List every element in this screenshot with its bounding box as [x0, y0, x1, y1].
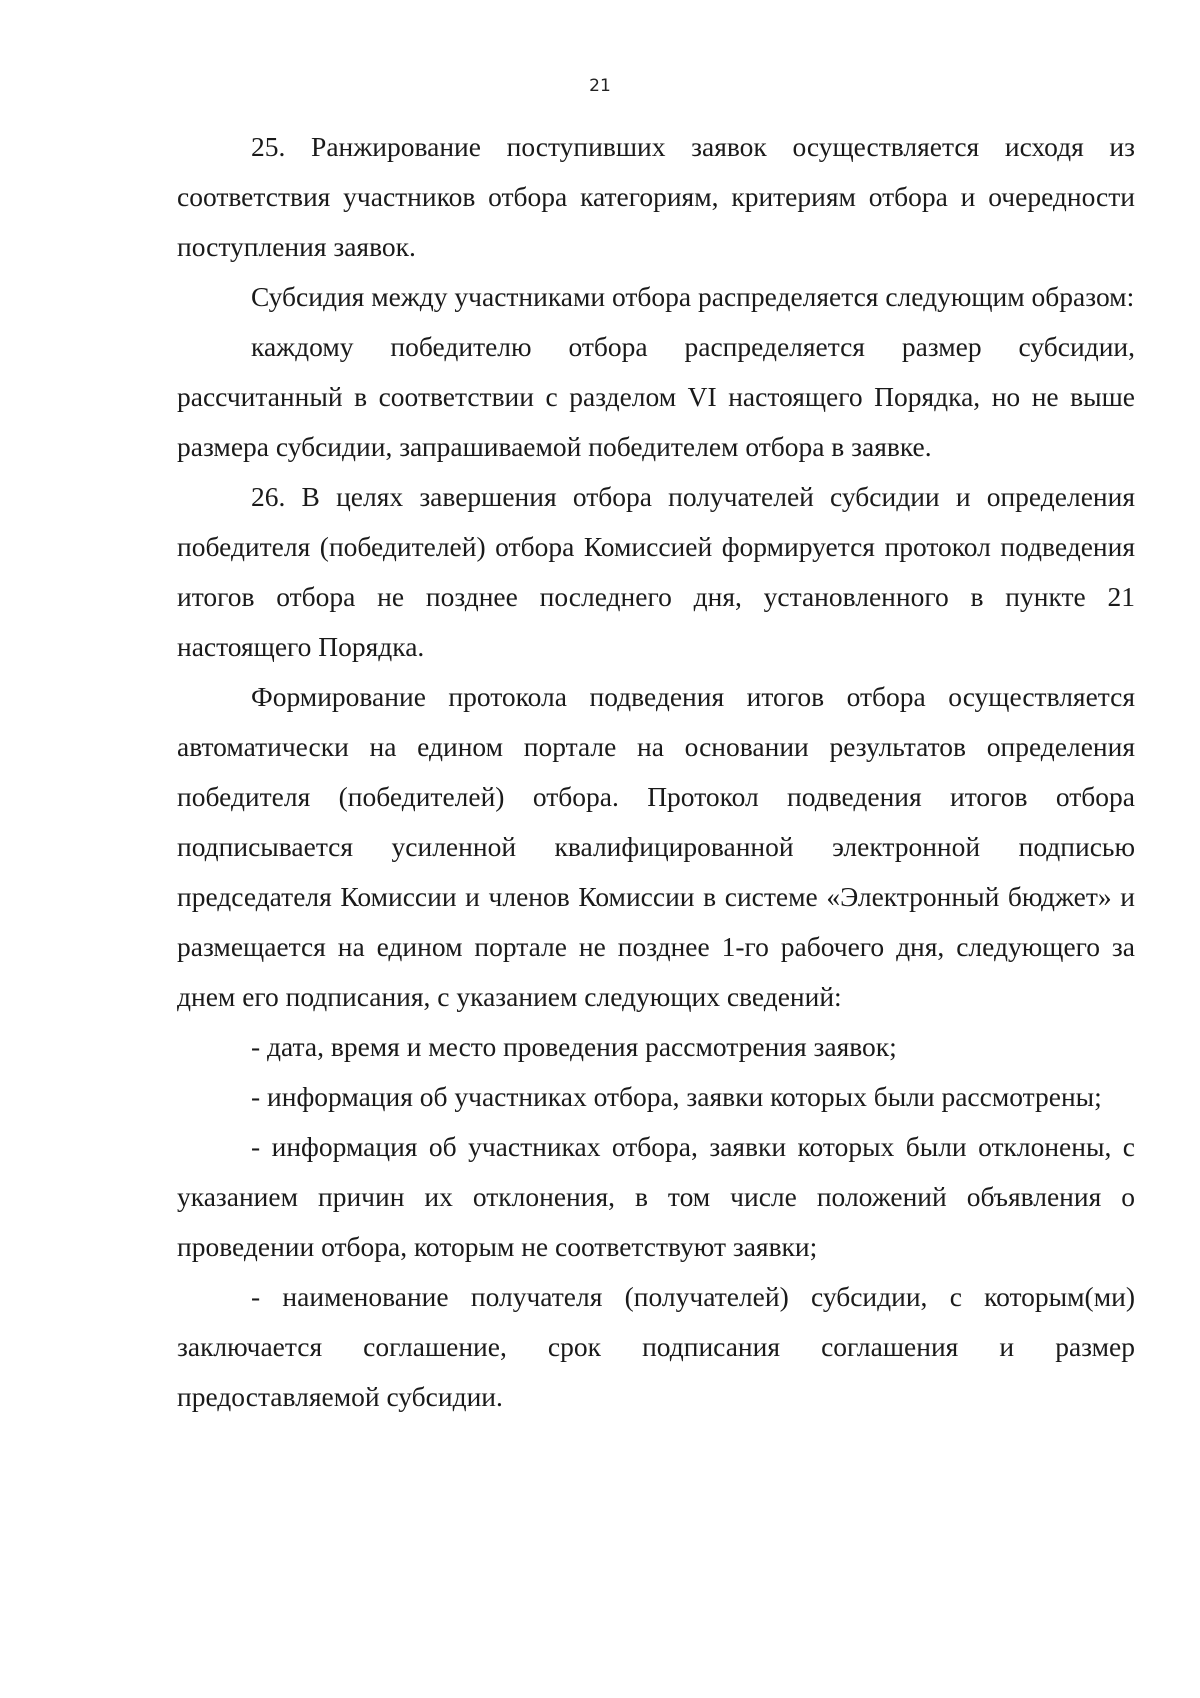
paragraph-item-26-protocol: 26. В целях завершения отбора получателей субсидии и определения победителя (победителей) отбора Комиссией формируется протокол подведения итогов отбора не позднее последнего дня, установленного в пункте 21 настоящего Порядка. [177, 481, 1135, 662]
page-number: 21 [589, 76, 611, 96]
paragraph-protocol-formation: Формирование протокола подведения итогов отбора осуществляется автоматически на едином портале на основании результатов определения победителя (победителей) отбора. Протокол подведения итогов отбора подписывается усиленной квалифицированной электронной подписью председателя Комиссии и членов Комиссии в системе «Электронный бюджет» и размещается на едином портале не позднее 1-го рабочего дня, следующего за днем его подписания, с указанием следующих сведений: [177, 681, 1135, 1012]
list-item-recipient-name: - наименование получателя (получателей) субсидии, с которым(ми) заключается соглашение, срок подписания соглашения и размер предоставляемой субсидии. [177, 1281, 1135, 1412]
paragraph-subsidy-distribution: Субсидия между участниками отбора распределяется следующим образом: [251, 281, 1135, 312]
list-item-date-time-place: - дата, время и место проведения рассмотрения заявок; [251, 1031, 897, 1062]
list-item-rejected-participants: - информация об участниках отбора, заявки которых были отклонены, с указанием причин их отклонения, в том числе положений объявления о проведении отбора, которым не соответствуют заявки; [177, 1131, 1135, 1262]
paragraph-winner-subsidy-size: каждому победителю отбора распределяется размер субсидии, рассчитанный в соответствии с разделом VI настоящего Порядка, но не выше размера субсидии, запрашиваемой победителем отбора в заявке. [177, 331, 1135, 462]
document-body [177, 122, 1135, 1422]
paragraph-item-25-ranking: 25. Ранжирование поступивших заявок осуществляется исходя из соответствия участников отбора категориям, критериям отбора и очередности поступления заявок. [177, 131, 1135, 262]
list-item-reviewed-participants: - информация об участниках отбора, заявки которых были рассмотрены; [251, 1081, 1102, 1112]
